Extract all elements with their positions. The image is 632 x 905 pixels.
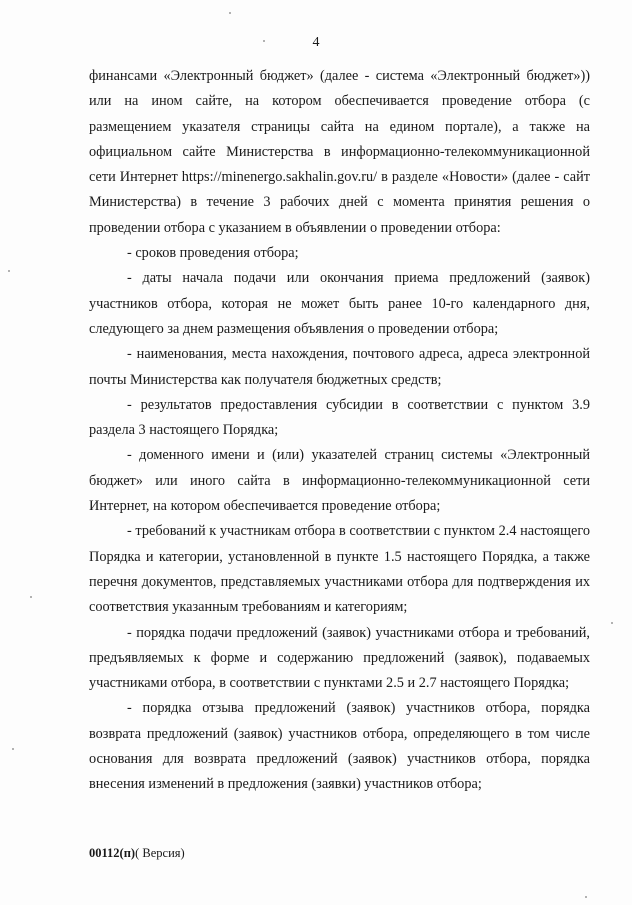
list-item-participant-requirements: - требований к участникам отбора в соответствии с пунктом 2.4 настоящего Порядка и категории, установленной в пункте 1.5 настоящего Порядка, а также перечня документов, представляемых участниками отбора для подтверждения их соответствия указанным требованиям и категориям; xyxy=(89,523,590,616)
list-item-domain-name: - доменного имени и (или) указателей страниц системы «Электронный бюджет» или иного сайта в информационно-телекоммуникационной сети Интернет, на котором обеспечивается проведение отбора; xyxy=(89,447,590,515)
list-item-subsidy-results: - результатов предоставления субсидии в соответствии с пунктом 3.9 раздела 3 настоящего Порядка; xyxy=(89,396,590,439)
list-item-submission-dates: - даты начала подачи или окончания приема предложений (заявок) участников отбора, которая не может быть ранее 10-го календарного дня, следующего за днем размещения объявления о проведении отбора; xyxy=(89,270,590,337)
document-version: ( Версия) xyxy=(135,846,185,860)
paragraph-continuation: финансами «Электронный бюджет» (далее - система «Электронный бюджет»)) или на ином сайте, на котором обеспечивается проведение отбора (с размещением указателя страницы сайта на едином портале), а также на официальном сайте Министерства в информационно-телекоммуникационной сети Интернет https://minenergo.sakhalin.gov.ru/ в разделе «Новости» (далее - сайт Министерства) в течение 3 рабочих дней с момента принятия решения о проведении отбора с указанием в объявлении о проведении отбора: xyxy=(89,68,590,236)
list-item-submission-procedure: - порядка подачи предложений (заявок) участниками отбора и требований, предъявляемых к форме и содержанию предложений (заявок), подаваемых участниками отбора, в соответствии с пунктами 2.5 и 2.7 настоящего Порядка; xyxy=(89,624,590,692)
page-number: 4 xyxy=(312,35,320,50)
document-footer xyxy=(89,846,185,861)
list-item-deadlines: - сроков проведения отбора; xyxy=(127,245,299,262)
document-code: 00112(п) xyxy=(89,846,136,860)
list-item-ministry-address: - наименования, места нахождения, почтового адреса, адреса электронной почты Министерства как получателя бюджетных средств; xyxy=(89,346,590,388)
document-body xyxy=(89,64,590,798)
list-item-withdrawal-procedure: - порядка отзыва предложений (заявок) участников отбора, порядка возврата предложений (заявок) участников отбора, определяющего в том числе основания для возврата предложений (заявок) участников отбора, порядка внесения изменений в предложения (заявки) участников отбора; xyxy=(89,700,590,793)
